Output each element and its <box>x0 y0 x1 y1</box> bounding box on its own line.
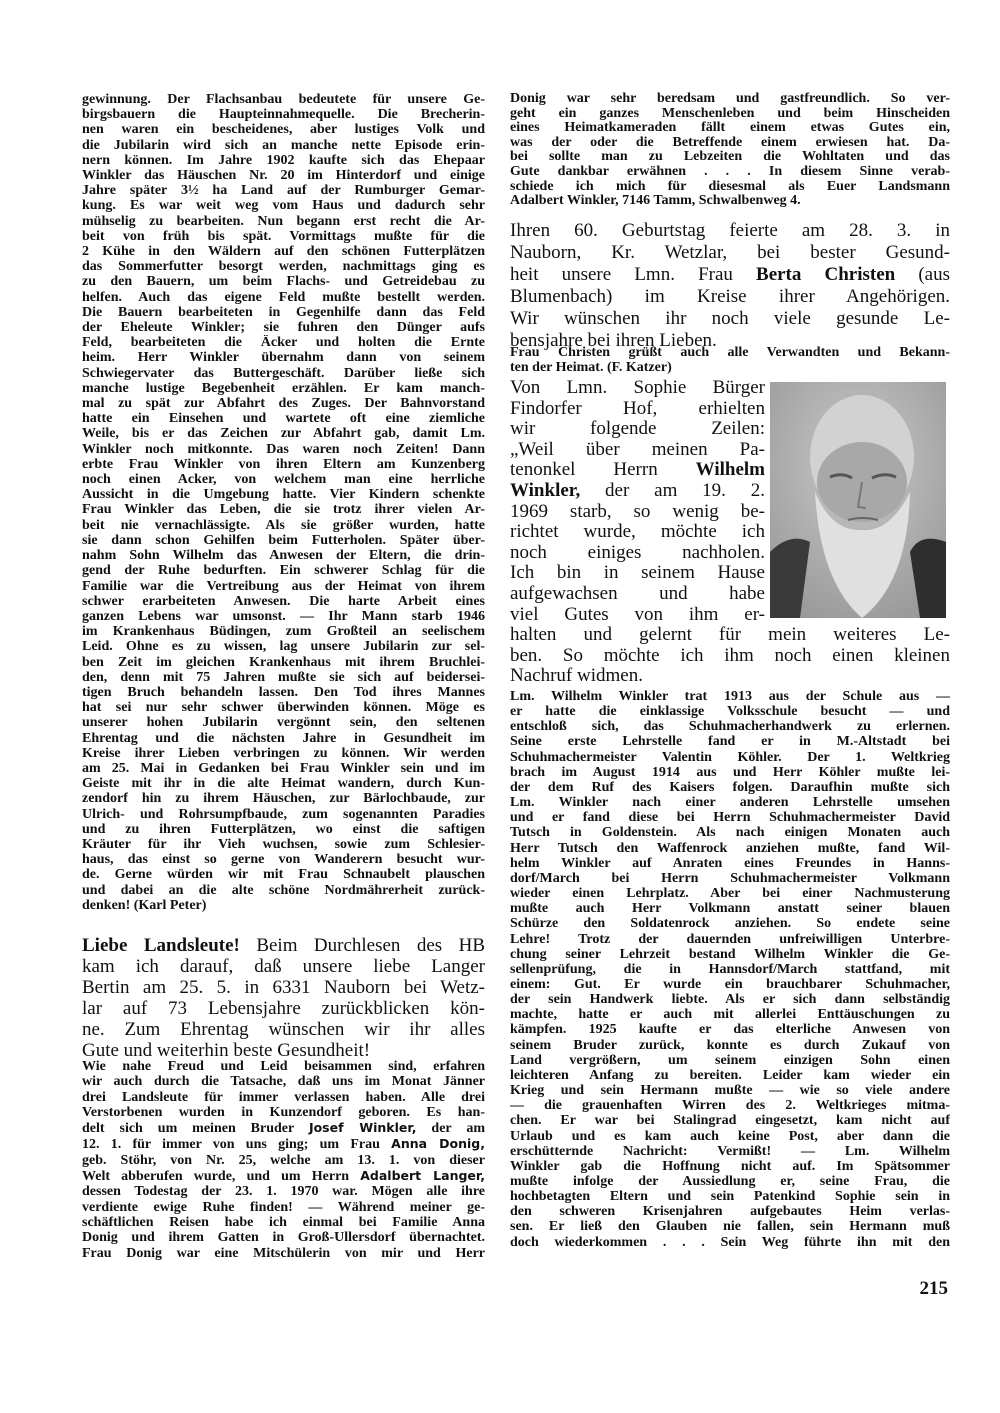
text-line: — die grauenhaften Wirren des 2. Weltkrieges mitma- <box>510 1098 950 1114</box>
text-line: Gute dankbar erwähnen . . . In diesem Sinne verab- <box>510 164 950 179</box>
letter-intro-below-photo <box>510 625 950 687</box>
text-line: Land vergrößern, um seinem einzigen Sohn einen <box>510 1052 950 1068</box>
text-line: Herr Tutsch den Waffenrock anziehen mußte, fand Wil- <box>510 840 950 856</box>
page-number: 215 <box>919 1278 948 1299</box>
text-line: hochbetagten Eltern und sein Patenkind Sophie sein in <box>510 1189 950 1205</box>
portrait-image <box>770 382 946 618</box>
text-line: Frau Donig war eine Mitschülerin von mir und Herr <box>82 1245 485 1261</box>
text-line: er hatte die einklassige Volksschule besucht — und <box>510 704 950 720</box>
text-line: und dabei an die alte schöne Nordmährerheit zurück- <box>82 882 485 898</box>
obituary-paragraph <box>82 1059 485 1261</box>
text-line: Die Bauern bearbeiteten in Gegenhilfe dann das Feld <box>82 304 485 320</box>
text-line: eines Heimatkameraden fällt einem etwas Gutes ein, <box>510 121 950 136</box>
text-line: lar auf 73 Lebensjahre zurückblicken kön- <box>82 998 485 1019</box>
text-line: Familie war die Vertreibung aus der Heimat von ihrem <box>82 578 485 594</box>
text-line: Blumenbach) im Kreise ihrer Angehörigen. <box>510 286 950 307</box>
text-line: das Sommerfutter besorgt werden, nachmittags ging es <box>82 259 485 275</box>
text-line: schiede ich mich für diesesmal als Euer Landsmann <box>510 179 950 194</box>
text-line: dessen Todestag der 23. 1. 1970 war. Mögen alle ihre <box>82 1184 485 1200</box>
text-line: gewinnung. Der Flachsanbau bedeutete für unsere Ge- <box>82 92 485 107</box>
text-line: hat sei nur sehr schwer überwinden können. Möge es <box>82 700 485 716</box>
text-line: heim. Herr Winkler übernahm dann von seinem <box>82 350 485 366</box>
text-line: noch einiges nachholen. <box>510 542 765 563</box>
text-line: beit von früh bis spät. Vormittags mußte für die <box>82 228 485 244</box>
text-line: 2 Kühe in den Wäldern auf den schönen Futterplätzen <box>82 244 485 260</box>
text-line: Ulrich- und Rohrsumpfbaude, zum sogenannten Paradies <box>82 806 485 822</box>
text-line: ben. So möchte ich ihm noch einen kleinen <box>510 645 950 666</box>
text-line: Lm. Wilhelm Winkler trat 1913 aus der Schule aus — <box>510 689 950 704</box>
text-line: Wir wünschen ihr noch viele gesunde Le- <box>510 308 950 329</box>
text-line: Findorfer Hof, erhielten <box>510 398 765 419</box>
text-line: „Weil über meinen Pa- <box>510 439 765 460</box>
text-segment: Beim Durchlesen des HB <box>239 935 485 956</box>
text-line: gend der Ruhe bedurften. Ein schwerer Schlag für die <box>82 563 485 579</box>
text-line: Verstorbenen wurden in Kunzendorf geboren. Es han- <box>82 1104 485 1120</box>
text-line: Winkler das Häuschen Nr. 20 im Hinterdorf und einige <box>82 168 485 184</box>
text-line: Krieg und sein Hermann mußte — wie so viele andere <box>510 1083 950 1099</box>
text-line <box>510 460 765 481</box>
text-line: Winkler noch mitkonnte. Das waren noch Zeiten! Dann <box>82 441 485 457</box>
bold-name: Wilhelm <box>695 460 765 481</box>
text-line: manche lustige Begebenheit erzählen. Er kam manch- <box>82 380 485 396</box>
text-line: haus, das einst so gerne von Wanderern besucht wur- <box>82 852 485 868</box>
text-line: beit nie vernachlässigte. Als sie größer wurden, hatte <box>82 517 485 533</box>
text-line: sellenprüfung, die in Hannsdorf/March stattfand, mit <box>510 961 950 977</box>
text-line: halten und gelernt für mein weiteres Le- <box>510 625 950 645</box>
text-line: Bertin am 25. 5. in 6331 Nauborn bei Wetz- <box>82 977 485 998</box>
text-line: chung seiner Lehrzeit bestand Wilhelm Winkler die Ge- <box>510 946 950 962</box>
text-line: noch einen Acker, von welchem man eine herrliche <box>82 472 485 488</box>
text-line: helfen. Auch das eigene Feld mußte bestellt werden. <box>82 289 485 305</box>
text-line: helm Winkler auf Anraten eines Freundes in Hanns- <box>510 855 950 871</box>
text-line: nen waren ein bescheidenes, aber lustiges Volk und <box>82 122 485 138</box>
text-line: nern können. Im Jahre 1902 kaufte sich das Ehepaar <box>82 152 485 168</box>
text-line: geht ein ganzes Menschenleben und beim Hinscheiden <box>510 106 950 121</box>
text-line: Wie nahe Freud und Leid beisammen sind, erfahren <box>82 1059 485 1074</box>
bold-name: Josef Winkler, <box>308 1120 417 1136</box>
text-line: Ihren 60. Geburtstag feierte am 28. 3. in <box>510 220 950 241</box>
text-line: ben Zeit im gleichen Krankenhaus mit ihrem Bruchlei- <box>82 654 485 670</box>
text-line: Von Lmn. Sophie Bürger <box>510 378 765 398</box>
text-line: Schwiegervater das Buttergeschäft. Darüber ließe sich <box>82 365 485 381</box>
text-line: Nachruf widmen. <box>510 666 643 687</box>
text-line: tigen Bruch behandeln lassen. Den Tod ihres Mannes <box>82 684 485 700</box>
text-line: Ehrentag und die nächsten Jahre in Gesundheit im <box>82 730 485 746</box>
text-line: die Jubilarin wird sich an manche nette Episode erin- <box>82 137 485 153</box>
text-line: ten der Heimat. (F. Katzer) <box>510 360 672 375</box>
text-line <box>82 1136 485 1152</box>
text-line: zu den Bauern, um beim Flachs- und Getreidebau zu <box>82 274 485 290</box>
text-line: im Krankenhaus Büdingen, zum Großteil an seelischem <box>82 624 485 640</box>
text-line: Frau Christen grüßt auch alle Verwandten und Bekann- <box>510 345 950 360</box>
text-line: viel Gutes von ihm er- <box>510 604 765 625</box>
text-line: hatte ein Einsehen und wartete oft eine ziemliche <box>82 411 485 427</box>
text-line: wir auch durch die Tatsache, daß uns im Monat Jänner <box>82 1074 485 1090</box>
text-line: ganzen Lebens war umsonst. — Ihr Mann starb 1946 <box>82 608 485 624</box>
text-segment: der am 19. 2. <box>580 480 765 501</box>
text-segment: heit unsere Lmn. Frau <box>510 264 757 285</box>
text-line: Nauborn, Kr. Wetzlar, bei bester Gesund- <box>510 242 950 263</box>
text-line: schäftlichen Reisen habe ich einmal bei Familie Anna <box>82 1214 485 1230</box>
letter-intro-beside-photo <box>510 378 765 625</box>
bold-name: Berta Christen <box>756 264 896 285</box>
bold-name: Adalbert Langer, <box>360 1168 485 1184</box>
bold-name: Liebe Landsleute! <box>82 935 240 956</box>
text-segment: der am <box>416 1121 485 1137</box>
text-line: Schürze den Soldatenrock anziehen. So endete seine <box>510 916 950 932</box>
text-line: Feld, bearbeiteten die Äcker und holten die Ernte <box>82 335 485 351</box>
text-line: drei Landsleute für immer verlassen haben. Alle drei <box>82 1089 485 1105</box>
text-line: Kräuter für ihr Vieh wuchsen, sowie zum Schlesier- <box>82 836 485 852</box>
text-line <box>82 935 485 956</box>
text-line: zendorf hin zu ihrem Häuschen, zur Bärlochbaude, zur <box>82 791 485 807</box>
text-line: Lm. Winkler nach einer anderen Lehrstelle umsehen <box>510 795 950 811</box>
text-line: erbte Frau Winkler von ihren Eltern am Kunzenberg <box>82 456 485 472</box>
text-line: wir folgende Zeilen: <box>510 419 765 440</box>
bold-name: Anna Donig, <box>391 1136 485 1152</box>
text-line: sie dann schon Gehilfen beim Futterholen. Später über- <box>82 532 485 548</box>
text-line: aufgewachsen und habe <box>510 583 765 604</box>
text-line <box>510 264 950 286</box>
text-line: bensjahre bei ihren Lieben. <box>510 330 717 351</box>
text-line: der dem Ruf des Kaisers folgen. Daraufhin mußte sich <box>510 779 950 795</box>
text-line: denken! (Karl Peter) <box>82 897 207 913</box>
text-line: Geiste mit ihr in die alte Heimat wandern, durch Kun- <box>82 776 485 792</box>
text-line: birgsbauern die Haupteinnahmequelle. Die Brecherin- <box>82 107 485 123</box>
text-segment: delt sich um meinen Bruder <box>82 1121 309 1137</box>
text-line: erschütternde Nachricht: Vermißt! — Lm. Wilhelm <box>510 1143 950 1159</box>
text-line: de. Gerne würden wir mit Frau Schnaubelt plauschen <box>82 867 485 883</box>
text-line: mühselig zu bearbeiten. Nun begann erst recht die Ar- <box>82 213 485 229</box>
text-line: nahm Sohn Wilhelm das Anwesen der Eltern, die drin- <box>82 548 485 564</box>
text-line: und er fand diese bei Herrn Schuhmachermeister David <box>510 810 950 826</box>
text-line: wieder einen Lehrplatz. Aber bei einer Nachmusterung <box>510 886 950 902</box>
text-line: Weile, bis er das Zeichen zur Abfahrt gab, damit Lm. <box>82 426 485 442</box>
text-line: Winkler gab die Hoffnung nicht auf. Im Spätsommer <box>510 1158 950 1174</box>
text-line: Donig und ihrem Gatten in Groß-Ullersdorf übernachtet. <box>82 1230 485 1246</box>
text-line: der sein Handwerk liebte. Als er sich dann selbständig <box>510 992 950 1008</box>
text-line: Lehre! Trotz der dauernden unfreiwilligen Unterbre- <box>510 931 950 947</box>
text-line: kung. Es war weit weg vom Haus und dadurch sehr <box>82 198 485 214</box>
text-line: kämpfen. 1925 kaufte er das elterliche Anwesen von <box>510 1022 950 1038</box>
text-line: mal zu spät zur Abfahrt des Zuges. Der Bahnvorstand <box>82 396 485 412</box>
text-line: bei sollte man zu Lebzeiten die Wohltaten und das <box>510 150 950 165</box>
birthday-paragraph <box>510 220 950 352</box>
text-line: Aussicht in die Umgebung hatte. Vier Kindern schenkte <box>82 487 485 503</box>
text-line: Ich bin in seinem Hause <box>510 563 765 584</box>
text-line: 1969 starb, so wenig be- <box>510 501 765 522</box>
text-segment: (aus <box>895 264 950 285</box>
text-line: Tutsch in Goldenstein. Als nach einigen Monaten auch <box>510 825 950 841</box>
text-line: Schuhmachermeister Valentin Köhler. Der 1. Weltkrieg <box>510 749 950 765</box>
text-line: mußte auch Herr Volkmann anstatt seiner blauen <box>510 901 950 917</box>
greeting-note <box>510 345 950 375</box>
text-line <box>82 1168 485 1184</box>
text-line: einem: Gut. Er wurde ein brauchbarer Schuhmacher, <box>510 976 950 992</box>
text-line: Frau Winkler das Leben, die sie trotz ihrer vielen Ar- <box>82 502 485 518</box>
text-line: Adalbert Winkler, 7146 Tamm, Schwalbenweg 4. <box>510 194 801 209</box>
text-line: Seine erste Lehrstelle fand er in M.-Altstadt bei <box>510 734 950 750</box>
text-line: am 25. Mai in Gedanken bei Frau Winkler sein und im <box>82 760 485 776</box>
bold-name: Winkler, <box>510 480 581 501</box>
text-line: ne. Zum Ehrentag wünschen wir ihr alles <box>82 1019 485 1040</box>
text-line: verdiente ewige Ruhe finden! — Während meiner ge- <box>82 1199 485 1215</box>
text-line: den, denn mit 75 Jahren mußte sie sich auf beidersei- <box>82 669 485 685</box>
text-line: Gute und weiterhin beste Gesundheit! <box>82 1040 371 1061</box>
text-line: den schweren Krisenjahren aufgebautes Heim verlas- <box>510 1204 950 1220</box>
text-line: dorf/March bei Herrn Schuhmachermeister Volkmann <box>510 870 950 886</box>
text-line <box>510 481 765 502</box>
text-line: schwer erarbeiteten Anwesen. Die harte Arbeit eines <box>82 593 485 609</box>
portrait-photo <box>770 382 946 618</box>
text-line: richtet wurde, möchte ich <box>510 522 765 543</box>
text-line: Kreise ihrer Lieben verbringen zu können. Wir werden <box>82 745 485 761</box>
text-segment: 12. 1. für immer von uns ging; um Frau <box>82 1137 392 1153</box>
article-paragraph <box>82 92 485 913</box>
text-line: sen. Er ließ den Glauben nie fallen, sein Hermann muß <box>510 1219 950 1235</box>
text-line: doch wiederkommen . . . Sein Weg führte ihn mit den <box>510 1234 950 1250</box>
text-line: Donig war sehr beredsam und gastfreundlich. So ver- <box>510 92 950 106</box>
text-line: der Eheleute Winkler; sie fuhren den Dünger aufs <box>82 320 485 336</box>
text-line: geb. Stöhr, von Nr. 25, welche am 13. 1. von dieser <box>82 1152 485 1168</box>
text-line: unserer hohen Jubilarin vergönnt sein, den seltenen <box>82 715 485 731</box>
text-line: brach im August 1914 aus und Herr Köhler mußte lei- <box>510 764 950 780</box>
text-line: leichteren Anfang zu bereiten. Leider kam wieder ein <box>510 1067 950 1083</box>
text-line: und zu ihren Futterplätzen, wo einst die saftigen <box>82 821 485 837</box>
text-line: chen. Er war bei Stalingrad eingesetzt, kam nicht auf <box>510 1113 950 1129</box>
text-line: was der oder die Betreffende einem erwiesen hat. Da- <box>510 135 950 150</box>
text-line: entschloß sich, das Schuhmacherhandwerk zu erlernen. <box>510 719 950 735</box>
text-segment: Welt abberufen wurde, und um Herrn <box>82 1169 361 1185</box>
text-line: Urlaub und es kam auch keine Post, aber dann die <box>510 1128 950 1144</box>
obituary-paragraph-continued <box>510 92 950 209</box>
text-segment: tenonkel Herrn <box>510 460 696 481</box>
text-line: kam ich darauf, daß unsere liebe Langer <box>82 956 485 977</box>
biography-paragraph <box>510 689 950 1250</box>
text-line: mußte infolge der Aussiedlung er, seine Frau, die <box>510 1174 950 1189</box>
text-line: seinem Bruder zurück, konnte es durch Zukauf von <box>510 1037 950 1053</box>
greeting-paragraph <box>82 935 485 1061</box>
text-line: Jahre später 3½ ha Land auf der Rumburger Gemar- <box>82 183 485 199</box>
text-line: Leid. Ohne es zu wissen, lag unsere Jubilarin zur sel- <box>82 639 485 655</box>
text-line: machte, hatte er auch mit allerlei Enttäuschungen zu <box>510 1007 950 1023</box>
text-line <box>82 1120 485 1136</box>
